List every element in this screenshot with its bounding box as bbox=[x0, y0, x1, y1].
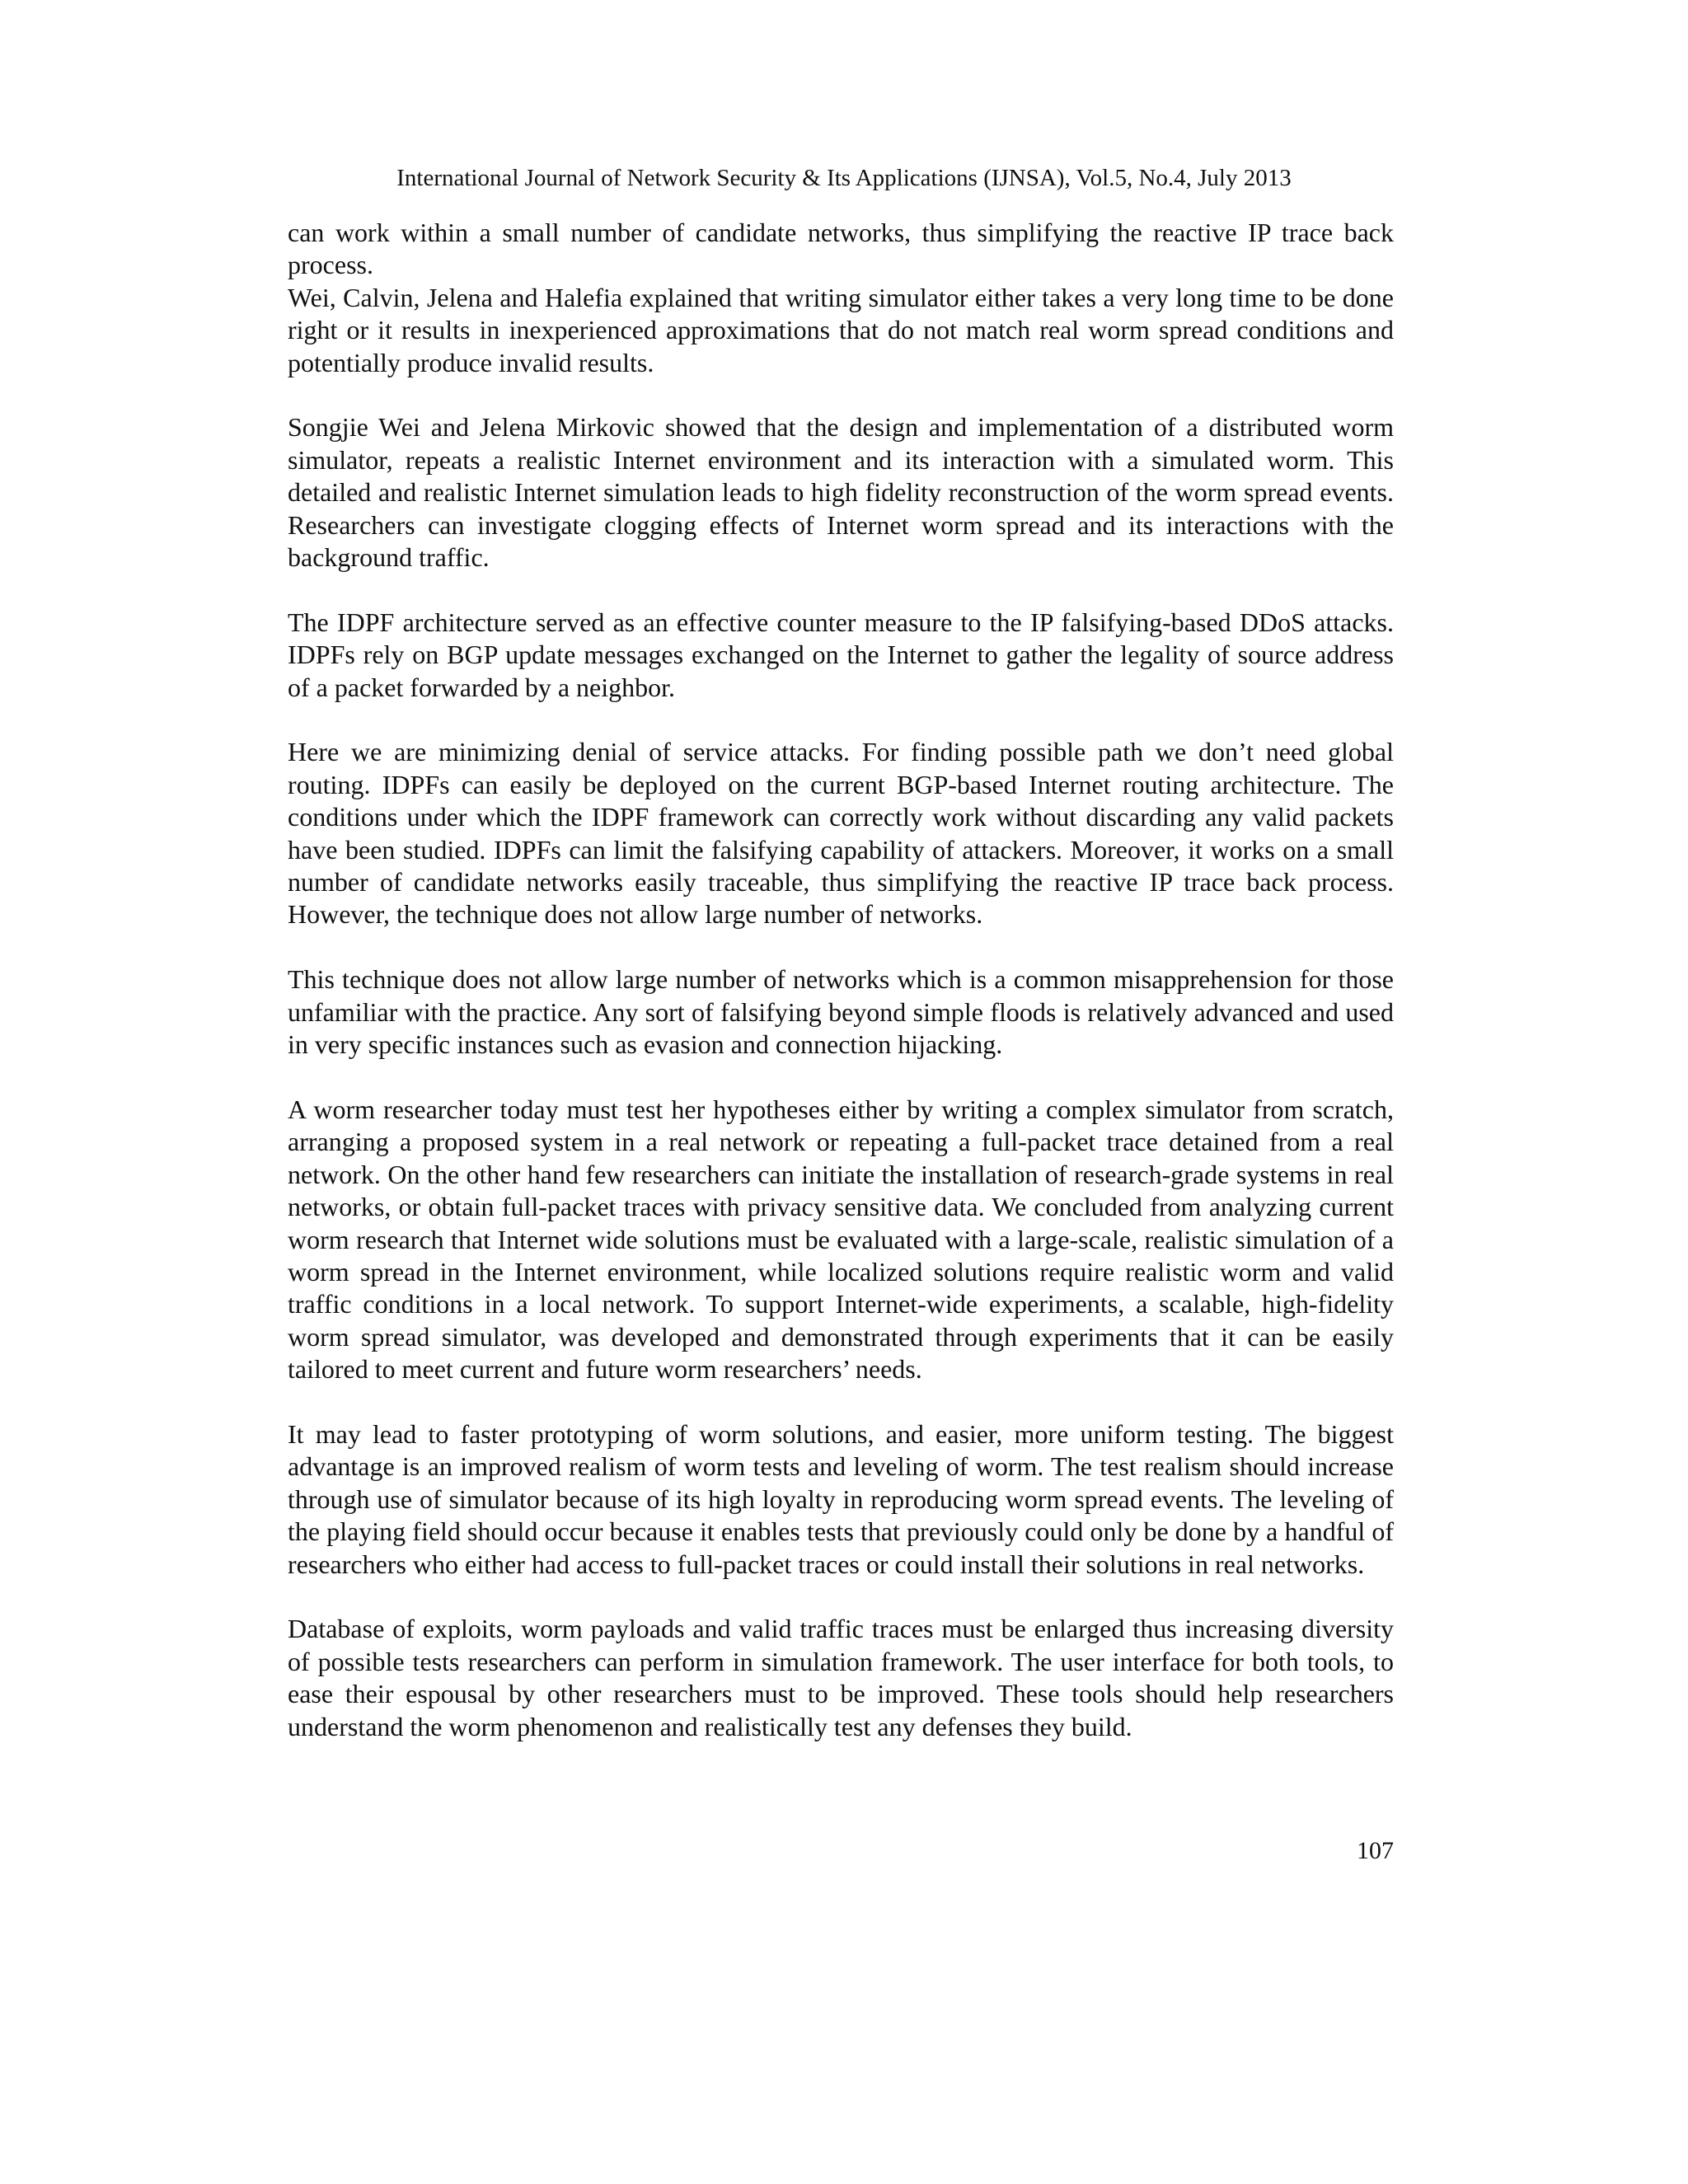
paragraph-worm-researcher: A worm researcher today must test her hypotheses either by writing a complex simulator from scratch, arranging a proposed system in a real network or repeating a full-packet trace detained from a real network. On the other hand few researchers can initiate the installation of research-grade systems in real networks, or obtain full-packet traces with privacy sensitive data. We concluded from analyzing current worm research that Internet wide solutions must be evaluated with a large-scale, realistic simulation of a worm spread in the Internet environment, while localized solutions require realistic worm and valid traffic conditions in a local network. To support Internet-wide experiments, a scalable, high-fidelity worm spread simulator, was developed and demonstrated through experiments that it can be easily tailored to meet current and future worm researchers’ needs. bbox=[288, 1094, 1394, 1385]
paragraph-minimizing-dos: Here we are minimizing denial of service attacks. For finding possible path we don’t need global routing. IDPFs can easily be deployed on the current BGP-based Internet routing architecture. The conditions under which the IDPF framework can correctly work without discarding any valid packets have been studied. IDPFs can limit the falsifying capability of attackers. Moreover, it works on a small number of candidate networks easily traceable, thus simplifying the reactive IP trace back process. However, the technique does not allow large number of networks. bbox=[288, 737, 1394, 930]
paragraph-technique-limits: This technique does not allow large number of networks which is a common misapprehension for those unfamiliar with the practice. Any sort of falsifying beyond simple floods is relatively advanced and used in very specific instances such as evasion and connection hijacking. bbox=[288, 964, 1394, 1060]
paragraph-distributed-simulator: Songjie Wei and Jelena Mirkovic showed that the design and implementation of a distributed worm simulator, repeats a realistic Internet environment and its interaction with a simulated worm. This detailed and realistic Internet simulation leads to high fidelity reconstruction of the worm spread events. Researchers can investigate clogging effects of Internet worm spread and its interactions with the background traffic. bbox=[288, 412, 1394, 573]
page-number: 107 bbox=[1357, 1837, 1394, 1864]
paragraph-idpf-architecture: The IDPF architecture served as an effective counter measure to the IP falsifying-based DDoS attacks. IDPFs rely on BGP update messages exchanged on the Internet to gather the legality of source address of a packet forwarded by a neighbor. bbox=[288, 607, 1394, 702]
paragraph-database-exploits: Database of exploits, worm payloads and valid traffic traces must be enlarged thus increasing diversity of possible tests researchers can perform in simulation framework. The user interface for both tools, to ease their espousal by other researchers must to be improved. These tools should help researchers understand the worm phenomenon and realistically test any defenses they build. bbox=[288, 1614, 1394, 1741]
paragraph-simulator-difficulty: Wei, Calvin, Jelena and Halefia explained that writing simulator either takes a very long time to be done right or it results in inexperienced approximations that do not match real worm spread conditions and potentially produce invalid results. bbox=[288, 282, 1394, 377]
paragraph-continuation: can work within a small number of candidate networks, thus simplifying the reactive IP trace back process. bbox=[288, 218, 1394, 280]
running-header: International Journal of Network Security & Its Applications (IJNSA), Vol.5, No.4, July 2013 bbox=[396, 165, 1292, 191]
body-text bbox=[288, 217, 1394, 1743]
paragraph-prototyping: It may lead to faster prototyping of worm solutions, and easier, more uniform testing. The biggest advantage is an improved realism of worm tests and leveling of worm. The test realism should increase through use of simulator because of its high loyalty in reproducing worm spread events. The leveling of the playing field should occur because it enables tests that previously could only be done by a handful of researchers who either had access to full-packet traces or could install their solutions in real networks. bbox=[288, 1418, 1394, 1579]
